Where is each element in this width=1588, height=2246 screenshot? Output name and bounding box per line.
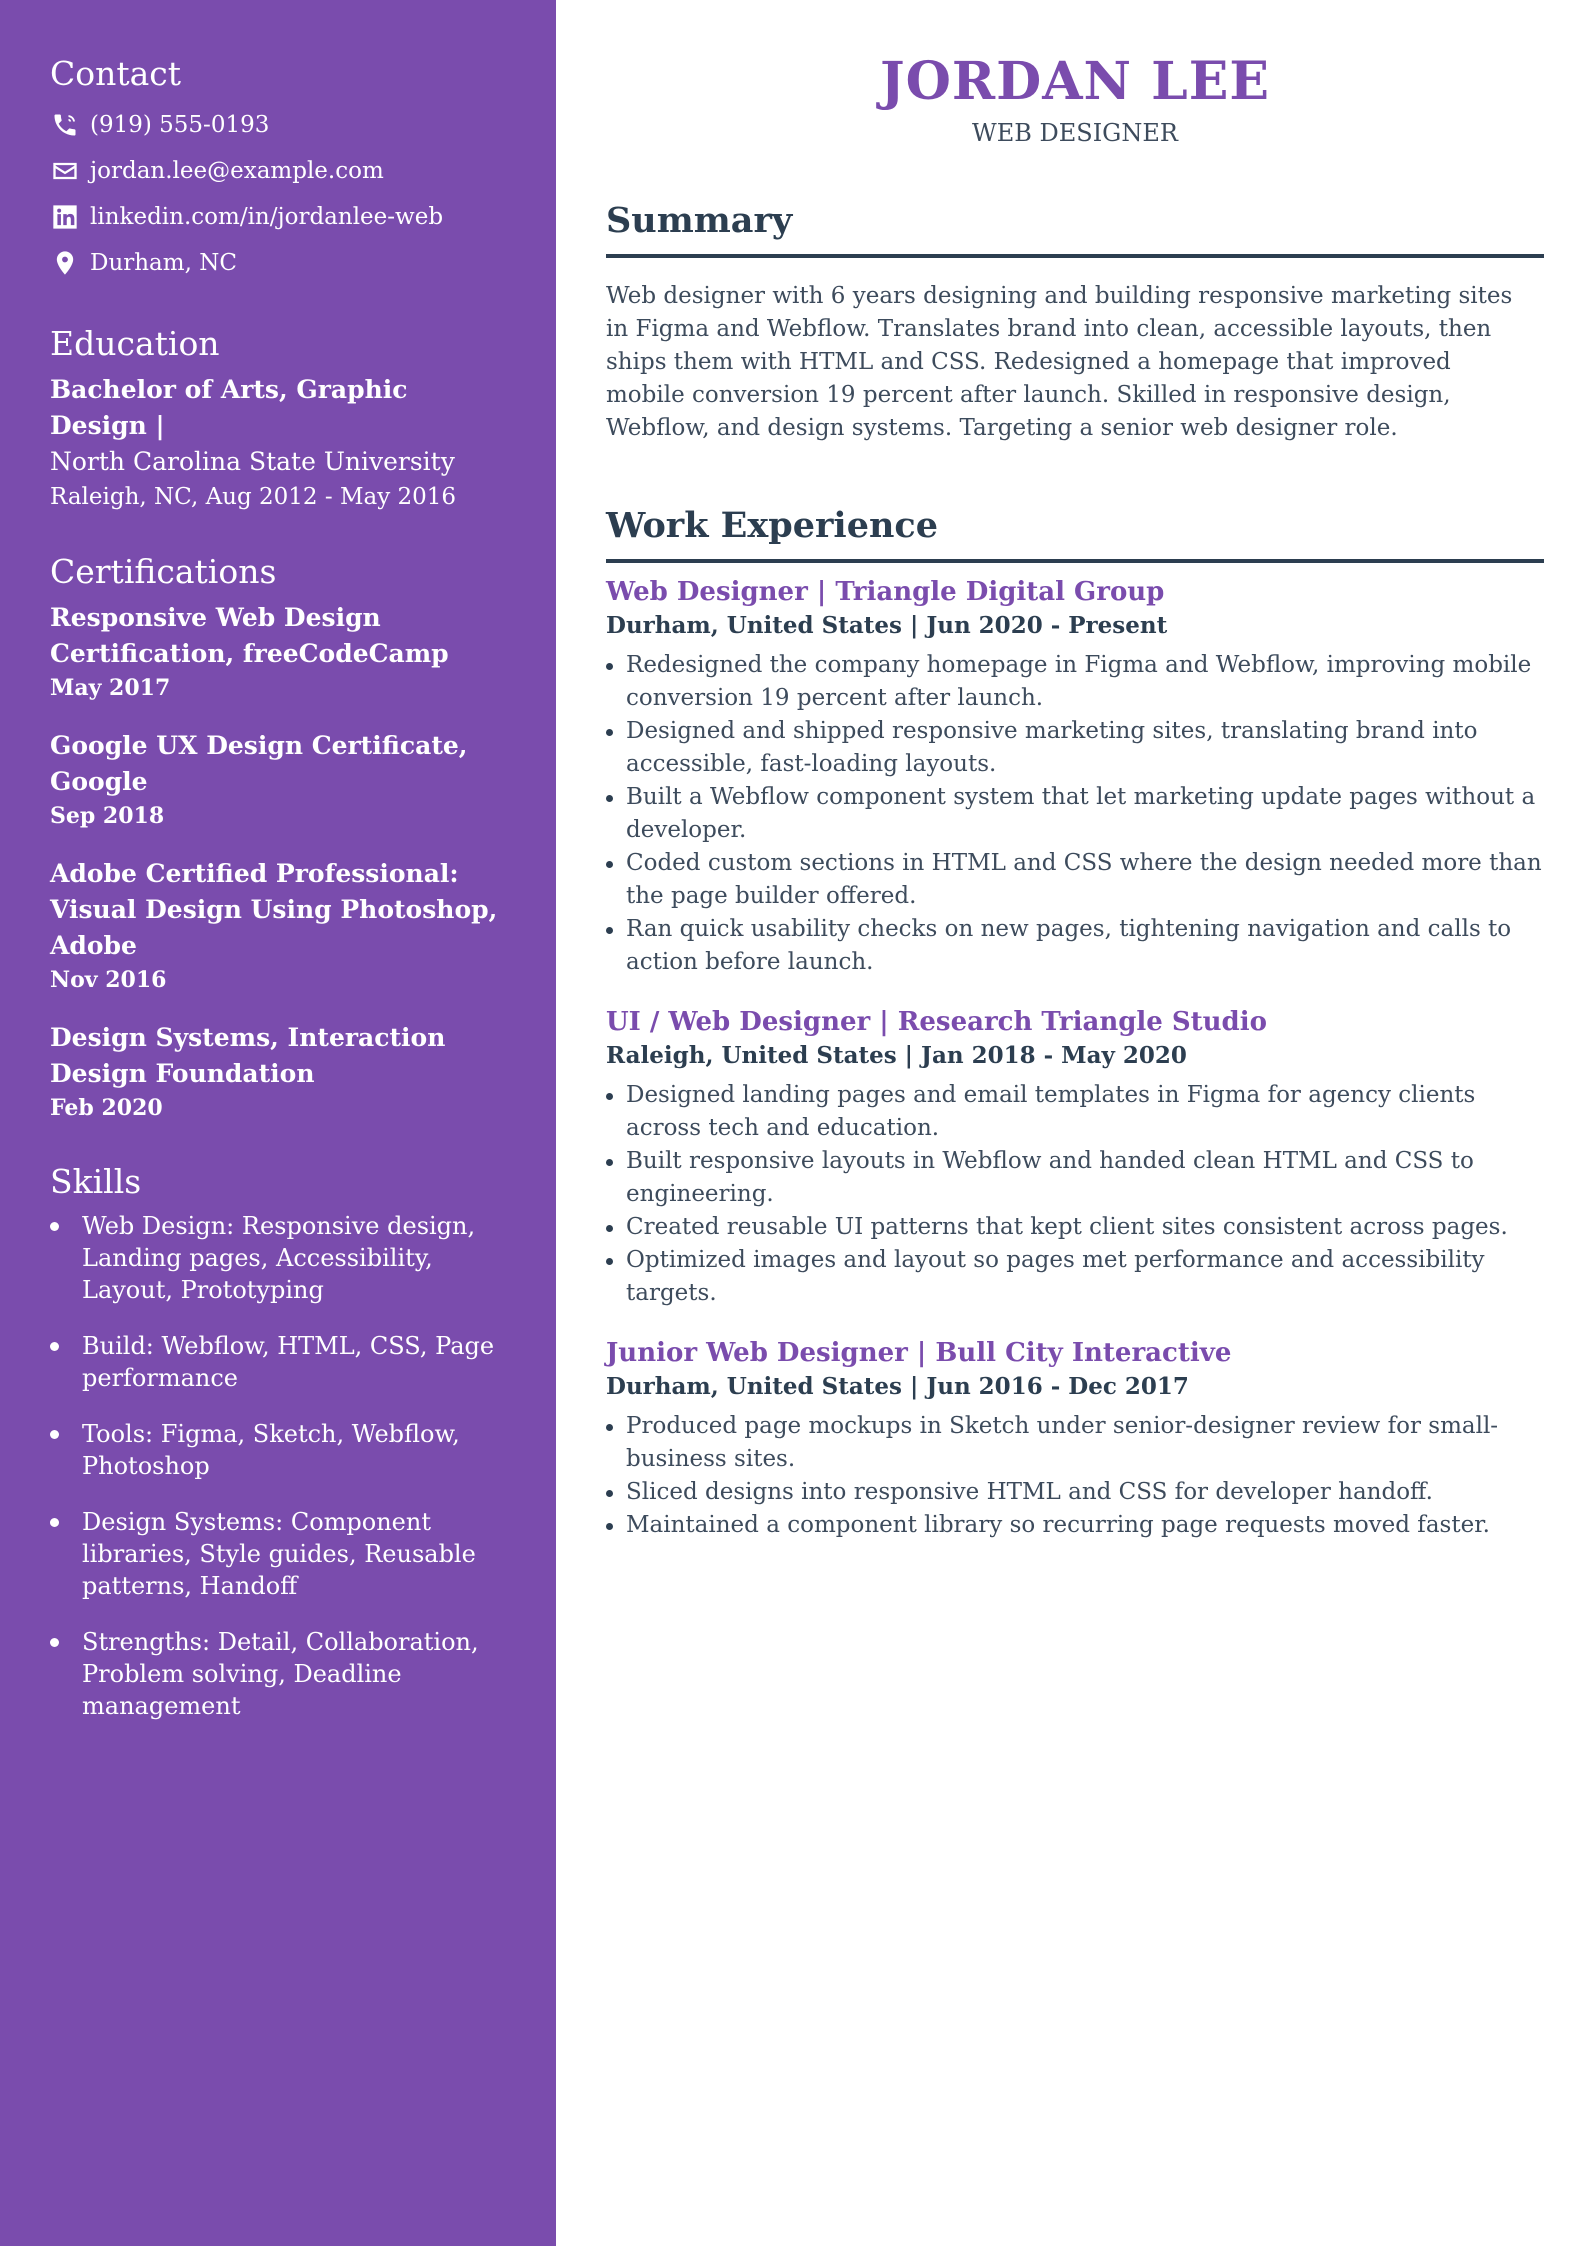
job-bullet: Sliced designs into responsive HTML and CSS for developer handoff. (606, 1476, 1544, 1509)
job-bullets (606, 649, 1544, 979)
job-bullet: Optimized images and layout so pages met performance and accessibility targets. (606, 1244, 1544, 1310)
certification-name: Google UX Design Certificate, Google (50, 731, 468, 796)
education-school: North Carolina State University (50, 447, 455, 476)
skill-item: Strengths: Detail, Collaboration, Problem solving, Deadline management (50, 1626, 506, 1722)
certification-item (50, 1020, 506, 1124)
job-title: Web Designer | Triangle Digital Group (606, 577, 1165, 607)
job-title: Junior Web Designer | Bull City Interactive (606, 1338, 1232, 1368)
job-meta: Durham, United States | Jun 2020 - Present (606, 612, 1168, 639)
job-title: UI / Web Designer | Research Triangle Studio (606, 1007, 1267, 1037)
job-bullet: Designed and shipped responsive marketing sites, translating brand into accessible, fast-loading layouts. (606, 715, 1544, 781)
education-heading: Education (50, 324, 220, 363)
certification-name: Adobe Certified Professional: Visual Design Using Photoshop, Adobe (50, 859, 498, 960)
certification-name: Responsive Web Design Certification, freeCodeCamp (50, 603, 449, 668)
skill-item: Web Design: Responsive design, Landing pages, Accessibility, Layout, Prototyping (50, 1210, 506, 1306)
main-content (606, 0, 1544, 1542)
contact-linkedin-text: linkedin.com/in/jordanlee-web (90, 204, 444, 230)
job-entry (606, 575, 1544, 979)
certification-item (50, 600, 506, 704)
certifications-section (50, 550, 506, 1124)
job-bullet: Produced page mockups in Sketch under senior-designer review for small-business sites. (606, 1410, 1544, 1476)
certification-date: Feb 2020 (50, 1095, 163, 1121)
skills-list (50, 1210, 506, 1722)
education-section (50, 322, 506, 514)
certification-item (50, 856, 506, 996)
education-meta: Raleigh, NC, Aug 2012 - May 2016 (50, 484, 457, 510)
contact-location (50, 240, 506, 286)
job-bullet: Coded custom sections in HTML and CSS where the design needed more than the page builder offered. (606, 847, 1544, 913)
resume-header (606, 0, 1544, 148)
certification-date: Nov 2016 (50, 967, 167, 993)
certification-date: May 2017 (50, 675, 171, 701)
candidate-name: JORDAN LEE (879, 51, 1271, 112)
job-bullet: Ran quick usability checks on new pages, tightening navigation and calls to action before launch. (606, 913, 1544, 979)
contact-section (50, 52, 506, 286)
certification-date: Sep 2018 (50, 803, 165, 829)
job-bullet: Designed landing pages and email templates in Figma for agency clients across tech and education. (606, 1079, 1544, 1145)
job-bullets (606, 1079, 1544, 1310)
job-bullet: Maintained a component library so recurring page requests moved faster. (606, 1509, 1544, 1542)
phone-icon (50, 110, 80, 140)
contact-phone-text: (919) 555-0193 (90, 112, 270, 138)
skill-item: Design Systems: Component libraries, Style guides, Reusable patterns, Handoff (50, 1506, 506, 1602)
skills-section (50, 1160, 506, 1722)
location-icon (50, 248, 80, 278)
certification-item (50, 728, 506, 832)
job-entry (606, 1336, 1544, 1542)
certifications-heading: Certifications (50, 552, 277, 591)
summary-heading: Summary (606, 198, 1544, 258)
education-degree: Bachelor of Arts, Graphic Design | (50, 375, 408, 440)
contact-heading: Contact (50, 54, 182, 93)
certification-name: Design Systems, Interaction Design Foundation (50, 1023, 446, 1088)
sidebar (0, 0, 556, 2246)
contact-location-text: Durham, NC (90, 250, 237, 276)
job-bullet: Built responsive layouts in Webflow and handed clean HTML and CSS to engineering. (606, 1145, 1544, 1211)
skills-heading: Skills (50, 1162, 142, 1201)
candidate-role: WEB DESIGNER (972, 119, 1178, 147)
contact-phone (50, 102, 506, 148)
job-bullet: Built a Webflow component system that let marketing update pages without a developer. (606, 781, 1544, 847)
job-entry (606, 1005, 1544, 1310)
work-experience-section (606, 503, 1544, 1542)
summary-text: Web designer with 6 years designing and building responsive marketing sites in Figma and Webflow. Translates brand into clean, accessible layouts, then ships them with HTML and CSS. Redesigned a homepage that improved mobile conversion 19 percent after launch. Skilled in responsive design, Webflow, and design systems. Targeting a senior web designer role. (606, 283, 1513, 441)
job-meta: Raleigh, United States | Jan 2018 - May 2020 (606, 1042, 1187, 1069)
job-bullet: Created reusable UI patterns that kept client sites consistent across pages. (606, 1211, 1544, 1244)
contact-email (50, 148, 506, 194)
contact-linkedin (50, 194, 506, 240)
job-bullets (606, 1410, 1544, 1542)
work-experience-heading: Work Experience (606, 503, 1544, 563)
email-icon (50, 156, 80, 186)
job-meta: Durham, United States | Jun 2016 - Dec 2017 (606, 1373, 1189, 1400)
summary-section (606, 198, 1544, 445)
skill-item: Build: Webflow, HTML, CSS, Page performance (50, 1330, 506, 1394)
contact-email-text: jordan.lee@example.com (90, 158, 384, 184)
skill-item: Tools: Figma, Sketch, Webflow, Photoshop (50, 1418, 506, 1482)
job-bullet: Redesigned the company homepage in Figma and Webflow, improving mobile conversion 19 percent after launch. (606, 649, 1544, 715)
linkedin-icon (50, 202, 80, 232)
